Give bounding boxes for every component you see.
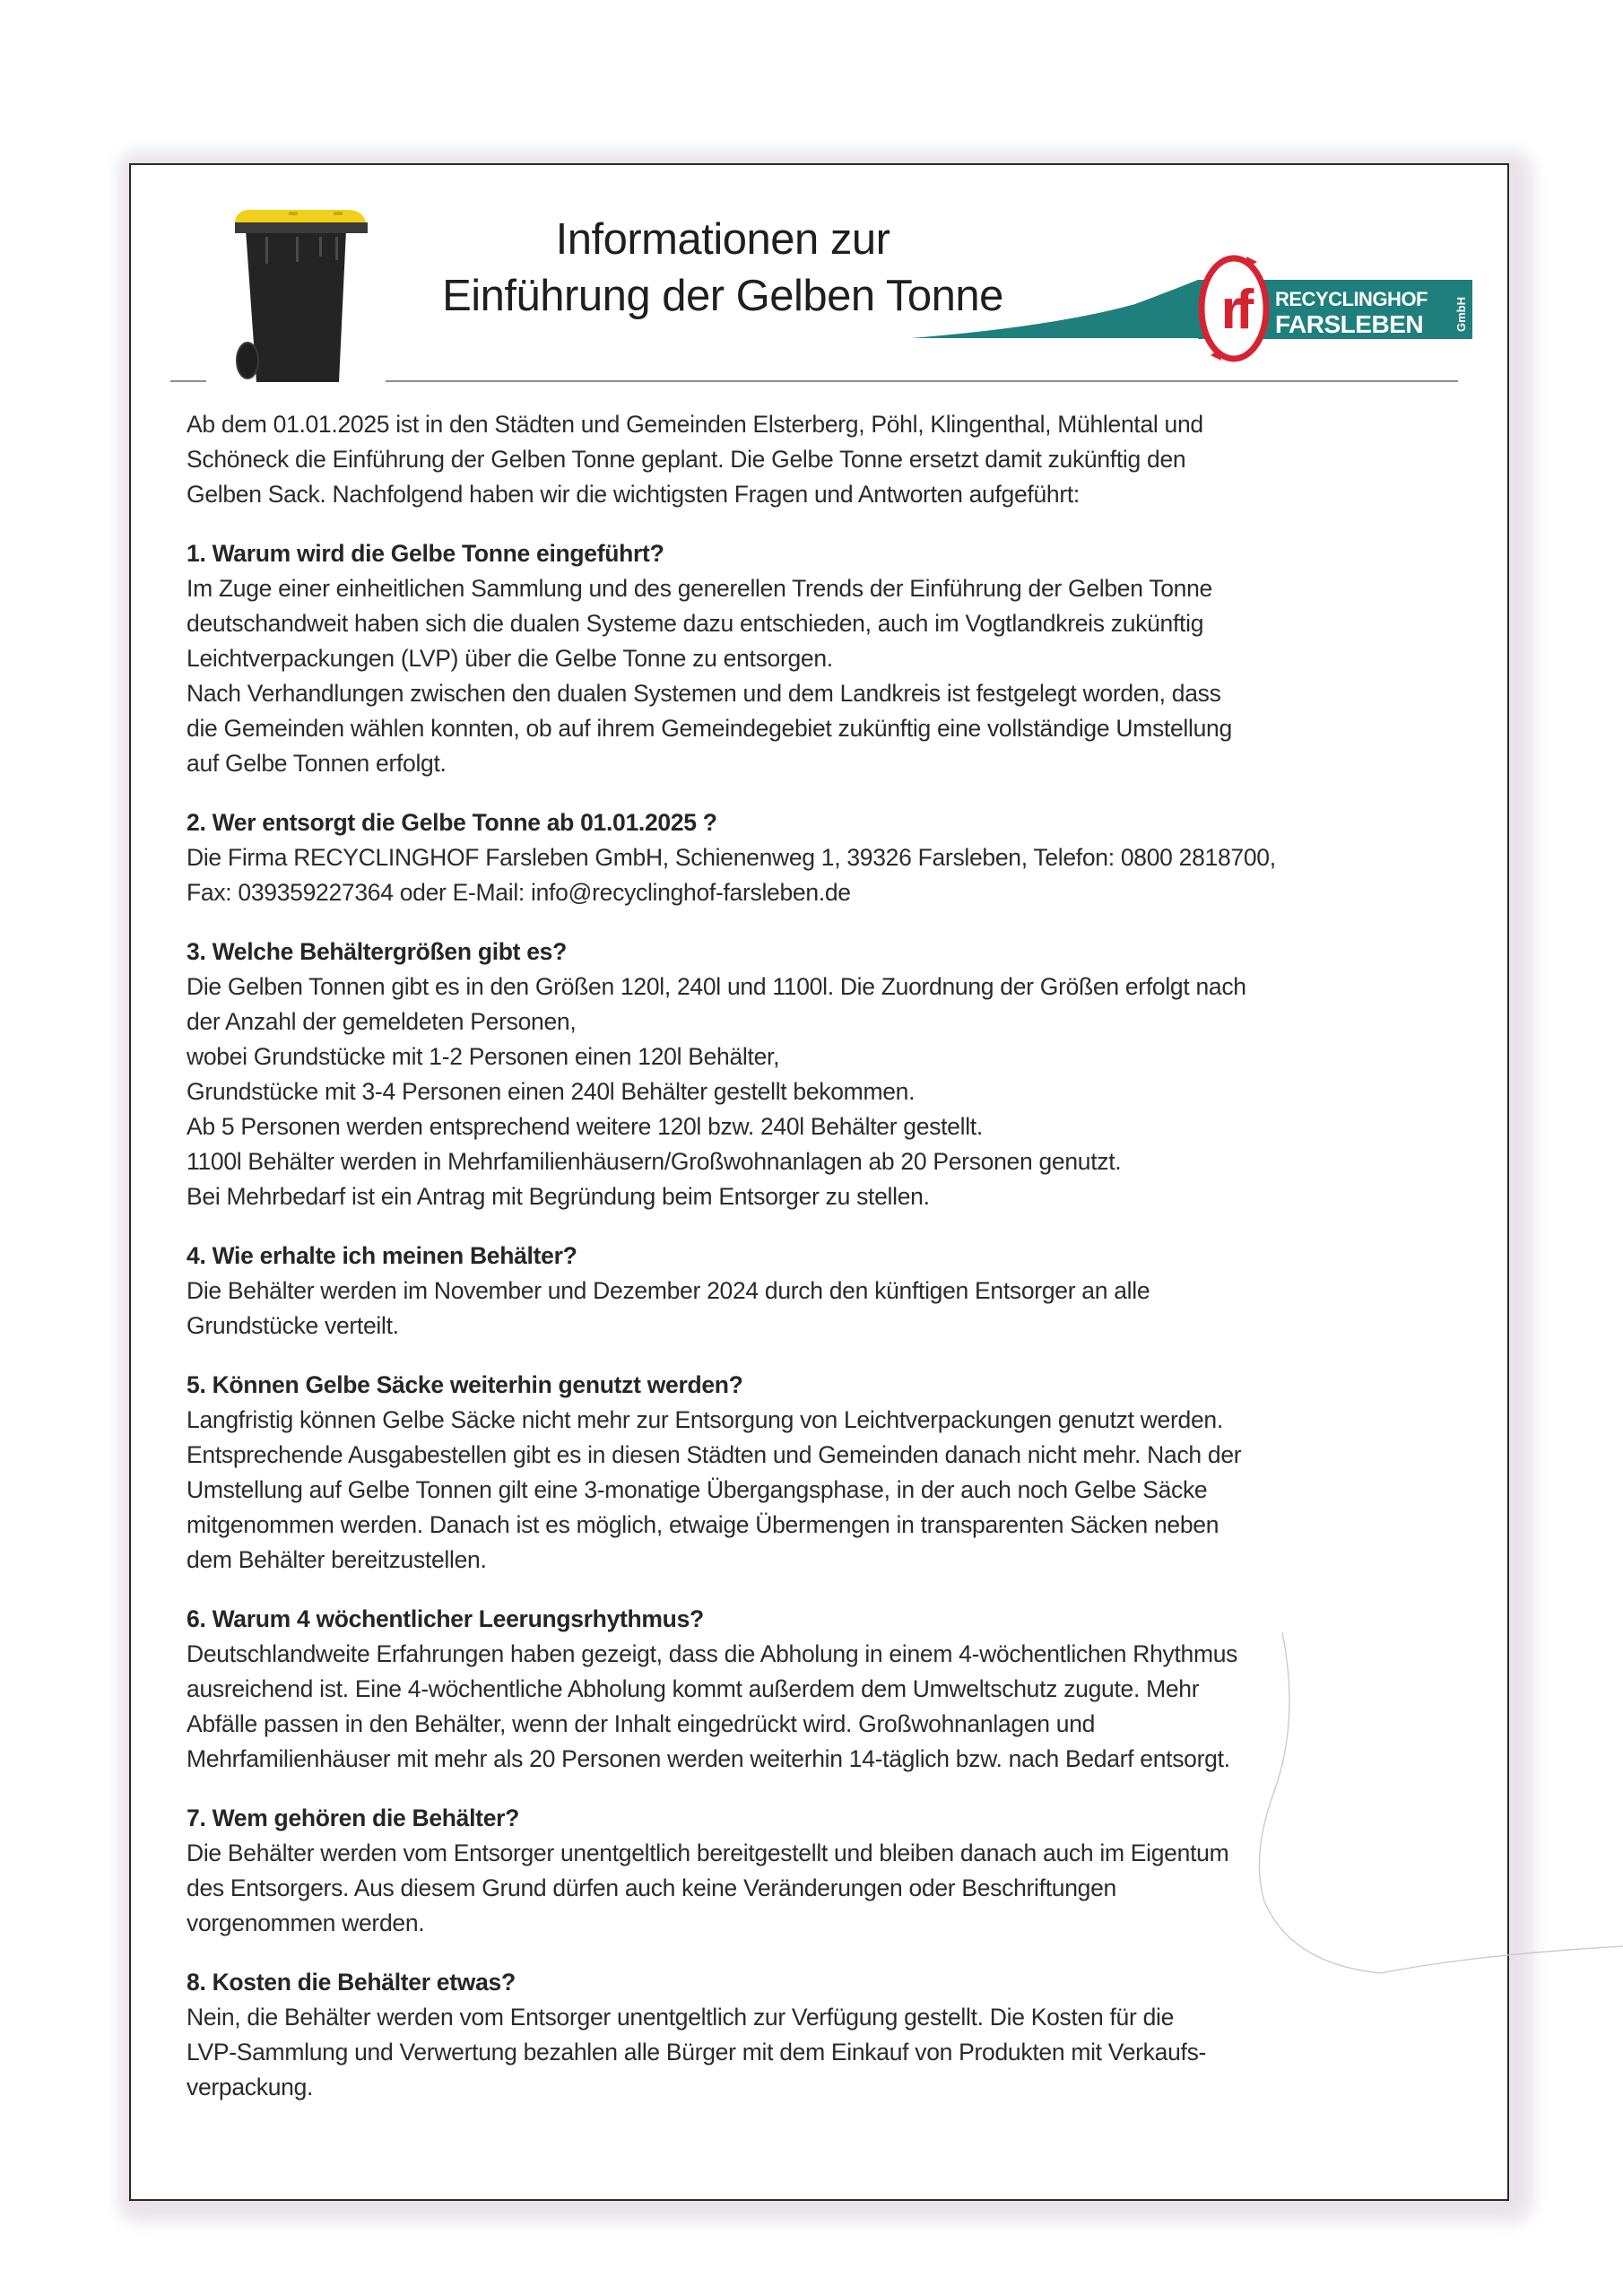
answer-line: Die Gelben Tonnen gibt es in den Größen 120l, 240l und 1100l. Die Zuordnung der Größen erfolgt nach [187, 973, 1246, 1000]
logo-wedge [911, 280, 1202, 338]
faq-answer [187, 2000, 1460, 2105]
answer-line: 1100l Behälter werden in Mehrfamilienhäusern/Großwohnanlagen ab 20 Personen genutzt. [187, 1148, 1122, 1175]
logo-line-2: FARSLEBEN [1275, 310, 1424, 338]
faq-section-5 [187, 1368, 1460, 1578]
header-divider-left [170, 380, 206, 382]
answer-line: mitgenommen werden. Danach ist es möglich, etwaige Übermengen in transparenten Säcken neben [187, 1511, 1219, 1538]
answer-line: des Entsorgers. Aus diesem Grund dürfen auch keine Veränderungen oder Beschriftungen [187, 1874, 1116, 1901]
answer-line: dem Behälter bereitzustellen. [187, 1546, 487, 1573]
logo-suffix: GmbH [1454, 297, 1468, 332]
intro-line: Ab dem 01.01.2025 ist in den Städten und Gemeinden Elsterberg, Pöhl, Klingenthal, Mühlental und [187, 411, 1203, 438]
faq-section-4 [187, 1239, 1460, 1344]
answer-line: verpackung. [187, 2074, 314, 2100]
answer-line: Die Firma RECYCLINGHOF Farsleben GmbH, Schienenweg 1, 39326 Farsleben, Telefon: 0800 2818700, [187, 844, 1276, 871]
faq-answer [187, 1403, 1460, 1578]
faq-question: 5. Können Gelbe Säcke weiterhin genutzt werden? [187, 1371, 743, 1398]
faq-question: 8. Kosten die Behälter etwas? [187, 1969, 516, 1996]
bin-lid [235, 210, 366, 222]
answer-line-contact: Fax: 039359227364 oder E-Mail: info@recyclinghof-farsleben.de [187, 879, 851, 906]
title-line-2: Einführung der Gelben Tonne [442, 272, 1003, 320]
answer-line: Deutschlandweite Erfahrungen haben gezeigt, dass die Abholung in einem 4-wöchentlichen Rhythmus [187, 1640, 1238, 1667]
faq-question: 2. Wer entsorgt die Gelbe Tonne ab 01.01.2025 ? [187, 809, 717, 836]
faq-question: 6. Warum 4 wöchentlicher Leerungsrhythmus? [187, 1605, 704, 1632]
intro-line: Schöneck die Einführung der Gelben Tonne geplant. Die Gelbe Tonne ersetzt damit zukünftig den [187, 446, 1186, 473]
faq-section-6 [187, 1602, 1460, 1777]
intro-line: Gelben Sack. Nachfolgend haben wir die wichtigsten Fragen und Antworten aufgeführt: [187, 481, 1080, 508]
answer-line: Die Behälter werden im November und Dezember 2024 durch den künftigen Entsorger an alle [187, 1277, 1150, 1304]
faq-answer [187, 970, 1460, 1214]
recyclinghof-farsleben-logo [902, 255, 1601, 362]
answer-line: wobei Grundstücke mit 1-2 Personen einen 120l Behälter, [187, 1043, 780, 1070]
faq-section-3 [187, 935, 1460, 1214]
answer-line: ausreichend ist. Eine 4-wöchentliche Abholung kommt außerdem dem Umweltschutz zugute. Mehr [187, 1675, 1200, 1702]
faq-section-1 [187, 536, 1460, 781]
faq-question: 7. Wem gehören die Behälter? [187, 1805, 520, 1831]
answer-line: Ab 5 Personen werden entsprechend weitere 120l bzw. 240l Behälter gestellt. [187, 1113, 983, 1140]
answer-line: Langfristig können Gelbe Säcke nicht mehr zur Entsorgung von Leichtverpackungen genutzt werden. [187, 1406, 1223, 1433]
faq-answer [187, 1274, 1460, 1344]
answer-line: Entsprechende Ausgabestellen gibt es in diesen Städten und Gemeinden danach nicht mehr. Nach der [187, 1441, 1242, 1468]
bin-wheel [237, 343, 258, 378]
answer-line: Grundstücke mit 3-4 Personen einen 240l Behälter gestellt bekommen. [187, 1078, 916, 1105]
answer-line: vorgenommen werden. [187, 1909, 425, 1936]
bin-rim [235, 222, 368, 233]
answer-line: Mehrfamilienhäuser mit mehr als 20 Personen werden weiterhin 14-täglich bzw. nach Bedarf entsorgt. [187, 1745, 1230, 1772]
answer-line: Leichtverpackungen (LVP) über die Gelbe Tonne zu entsorgen. [187, 645, 833, 672]
answer-line: Abfälle passen in den Behälter, wenn der Inhalt eingedrückt wird. Großwohnanlagen und [187, 1710, 1096, 1737]
faq-question: 3. Welche Behältergrößen gibt es? [187, 938, 568, 965]
answer-line: Nach Verhandlungen zwischen den dualen Systemen und dem Landkreis ist festgelegt worden, dass [187, 680, 1221, 707]
logo-line-1: RECYCLINGHOF [1275, 288, 1428, 310]
answer-line: die Gemeinden wählen konnten, ob auf ihrem Gemeindegebiet zukünftig eine vollständige Umstellung [187, 715, 1232, 742]
faq-section-8 [187, 1965, 1460, 2105]
answer-line: deutschandweit haben sich die dualen Systeme dazu entschieden, auch im Vogtlandkreis zukünftig [187, 610, 1204, 637]
logo-mark: rf [1220, 279, 1247, 341]
faq-answer [187, 840, 1460, 910]
answer-line: auf Gelbe Tonnen erfolgt. [187, 750, 447, 777]
faq-section-2 [187, 805, 1460, 910]
faq-answer [187, 571, 1460, 781]
yellow-bin-icon [233, 203, 377, 391]
header-divider [386, 380, 1458, 382]
answer-line: Die Behälter werden vom Entsorger unentgeltlich bereitgestellt und bleiben danach auch im Eigentum [187, 1839, 1229, 1866]
faq-answer [187, 1836, 1460, 1941]
answer-line: LVP-Sammlung und Verwertung bezahlen alle Bürger mit dem Einkauf von Produkten mit Verkaufs- [187, 2039, 1207, 2066]
answer-line: der Anzahl der gemeldeten Personen, [187, 1008, 577, 1035]
faq-question: 4. Wie erhalte ich meinen Behälter? [187, 1242, 577, 1269]
intro-paragraph [187, 407, 1460, 512]
answer-line: Im Zuge einer einheitlichen Sammlung und des generellen Trends der Einführung der Gelben Tonne [187, 575, 1212, 602]
faq-question: 1. Warum wird die Gelbe Tonne eingeführt? [187, 540, 664, 567]
answer-line: Bei Mehrbedarf ist ein Antrag mit Begründung beim Entsorger zu stellen. [187, 1183, 930, 1210]
document-body [187, 407, 1460, 2105]
faq-section-7 [187, 1801, 1460, 1941]
title-line-1: Informationen zur [555, 215, 890, 264]
answer-line: Nein, die Behälter werden vom Entsorger unentgeltlich zur Verfügung gestellt. Die Kosten für die [187, 2004, 1175, 2031]
answer-line: Umstellung auf Gelbe Tonnen gilt eine 3-monatige Übergangsphase, in der auch noch Gelbe Säcke [187, 1476, 1208, 1503]
faq-answer [187, 1637, 1460, 1777]
answer-line: Grundstücke verteilt. [187, 1312, 399, 1339]
info-sheet [129, 163, 1509, 2201]
